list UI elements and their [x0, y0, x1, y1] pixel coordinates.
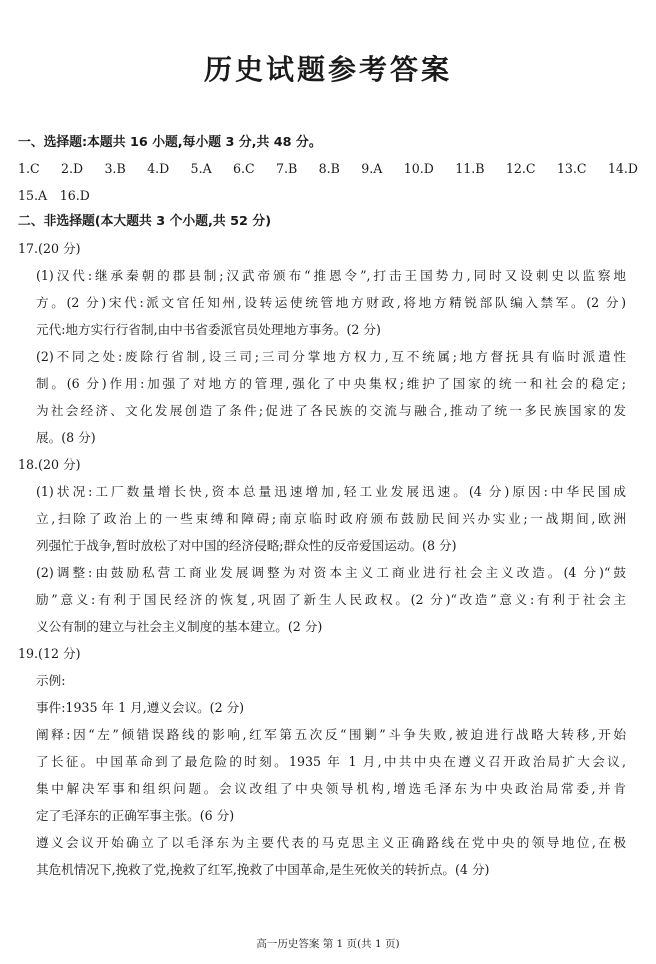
- answer-text-line: 立,扫除了政治上的一些束缚和障碍;南京临时政府颁布鼓励民间兴办实业;一战期间,欧洲: [36, 511, 626, 526]
- answer-text-line: (1)状况:工厂数量增长快,资本总量迅速增加,轻工业发展迅速。(4 分)原因:中华民国成: [36, 484, 626, 499]
- answer-text-line: 方。(2 分)宋代:派文官任知州,设转运使统管地方财政,将地方精锐部队编入禁军。(2 分): [36, 295, 626, 310]
- section-heading-nonchoice: 二、非选择题(本大题共 3 个小题,共 52 分): [18, 214, 272, 229]
- answer-text-line: (2)调整:由鼓励私营工商业发展调整为对资本主义工商业进行社会主义改造。(4 分)“鼓: [36, 565, 626, 580]
- answer-text-line: 励”意义:有利于国民经济的恢复,巩固了新生人民政权。(2 分)“改造”意义:有利于社会主: [36, 592, 626, 607]
- answer-text-line: 了长征。中国革命到了最危险的时刻。1935 年 1 月,中共中央在遵义召开政治局扩大会议,: [36, 754, 626, 769]
- question-17-heading: 17.(20 分): [18, 241, 81, 256]
- section-heading-choice: 一、选择题:本题共 16 小题,每小题 3 分,共 48 分。: [18, 135, 322, 150]
- answer-text-line: 其危机情况下,挽救了党,挽救了红军,挽救了中国革命,是生死攸关的转折点。(4 分): [36, 862, 490, 877]
- answer-text-line: 义公有制的建立与社会主义制度的基本建立。(2 分): [36, 619, 323, 634]
- answer-text-line: 展。(8 分): [36, 430, 96, 445]
- question-18-heading: 18.(20 分): [18, 457, 81, 472]
- answer-text-line: 定了毛泽东的正确军事主张。(6 分): [36, 808, 235, 823]
- answer-text-line: 阐释:因“左”倾错误路线的影响,红军第五次反“围剿”斗争失败,被迫进行战略大转移,开始: [36, 727, 626, 742]
- answer-text-line: (2)不同之处:废除行省制,设三司;三司分掌地方权力,互不统属;地方督抚具有临时派遣性: [36, 349, 626, 364]
- answer-text-line: 元代:地方实行行省制,由中书省委派官员处理地方事务。(2 分): [36, 322, 381, 337]
- answer-text-line: 制。(6 分)作用:加强了对地方的管理,强化了中央集权;维护了国家的统一和社会的稳定;: [36, 376, 626, 391]
- answer-text-line: 集中解决军事和组织问题。会议改组了中央领导机构,增选毛泽东为中央政治局常委,并肯: [36, 781, 626, 796]
- answer-text-line: 列强忙于战争,暂时放松了对中国的经济侵略;群众性的反帝爱国运动。(8 分): [36, 538, 457, 553]
- answer-text-line: 为社会经济、文化发展创造了条件;促进了各民族的交流与融合,推动了统一多民族国家的发: [36, 403, 626, 418]
- choice-answers-row-2: 15.A 16.D: [18, 188, 90, 203]
- answer-text-line: 遵义会议开始确立了以毛泽东为主要代表的马克思主义正确路线在党中央的领导地位,在极: [36, 835, 626, 850]
- question-19-heading: 19.(12 分): [18, 646, 81, 661]
- answer-text-line: 示例:: [36, 673, 66, 688]
- page-footer: 高一历史答案 第 1 页(共 1 页): [256, 938, 400, 950]
- choice-answers-row-1: 1.C 2.D 3.B 4.D 5.A 6.C 7.B 8.B 9.A 10.D 11.B 12.C 13.C 14.D: [18, 161, 638, 176]
- page-title: 历史试题参考答案: [203, 53, 452, 86]
- answer-text-line: (1)汉代:继承秦朝的郡县制;汉武帝颁布“推恩令”,打击王国势力,同时又设刺史以监察地: [36, 268, 626, 283]
- answer-text-line: 事件:1935 年 1 月,遵义会议。(2 分): [36, 700, 245, 715]
